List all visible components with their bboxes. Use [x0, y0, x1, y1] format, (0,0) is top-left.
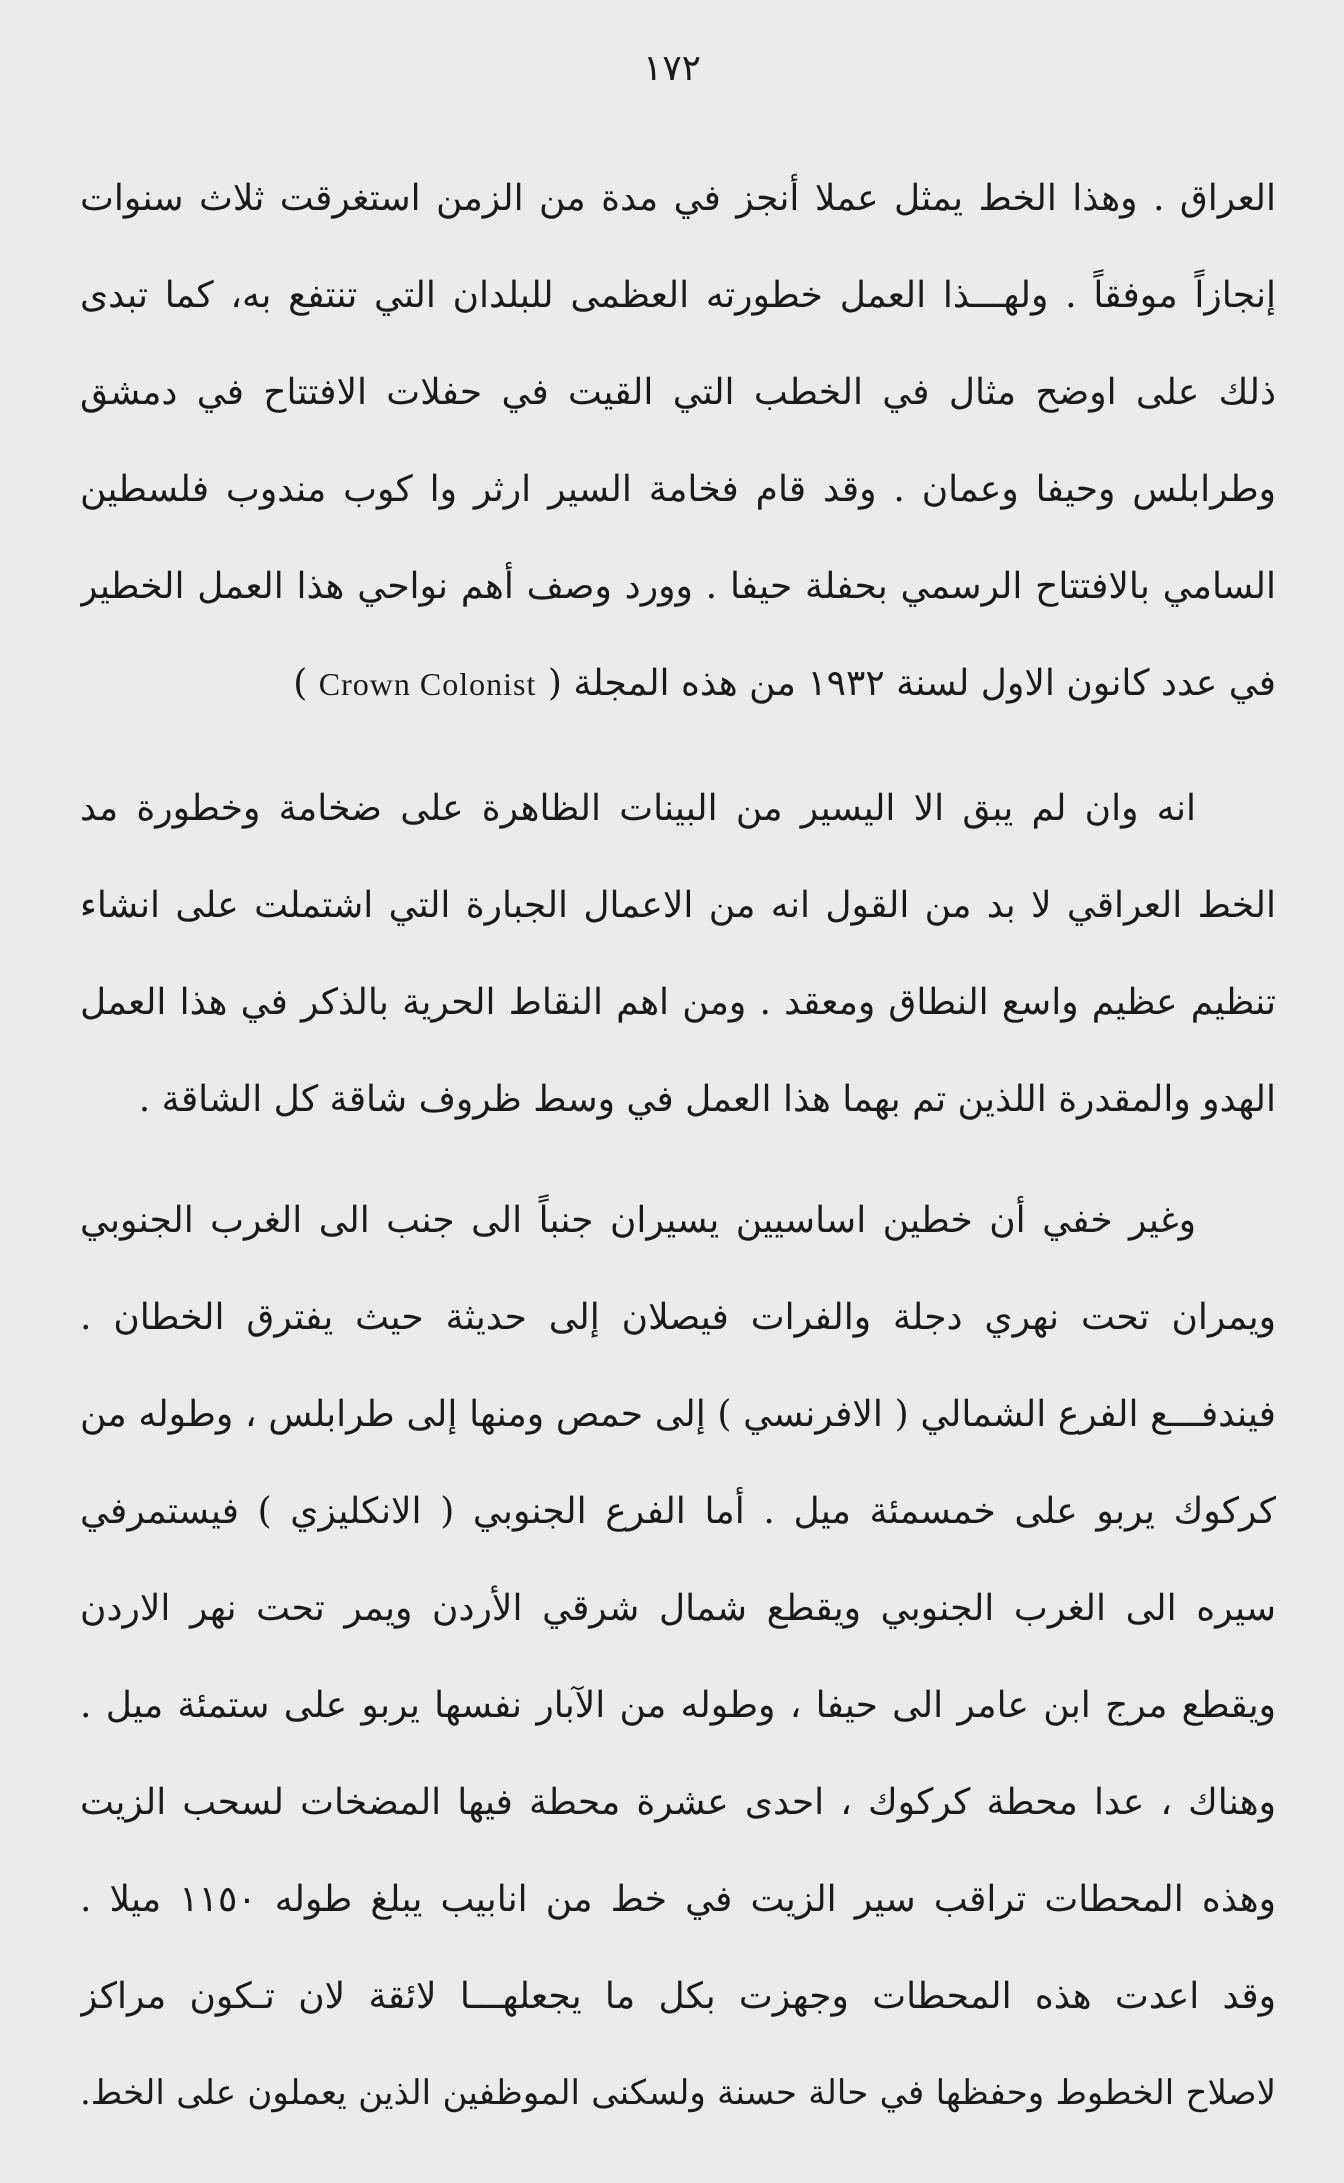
- text-line: إنجازاً موفقاً . ولهـــذا العمل خطورته العظمى للبلدان التي تنتفع به، كما تبدى: [80, 275, 1276, 316]
- text-line: انه وان لم يبق الا اليسير من البينات الظاهرة على ضخامة وخطورة مد: [80, 788, 1196, 829]
- text-line: فيندفـــع الفرع الشمالي ( الافرنسي ) إلى حمص ومنها إلى طرابلس ، وطوله من: [80, 1394, 1276, 1435]
- text-line: كركوك يربو على خمسمئة ميل . أما الفرع الجنوبي ( الانكليزي ) فيستمرفي: [80, 1491, 1276, 1532]
- paragraph-3: [80, 1172, 1276, 2142]
- text-segment: في عدد كانون الاول لسنة ١٩٣٢ من هذه المجلة (: [547, 663, 1276, 704]
- closing-paren: ): [293, 663, 308, 704]
- text-line: وهذه المحطات تراقب سير الزيت في خط من انابيب يبلغ طوله ١١٥٠ ميلا .: [80, 1879, 1276, 1920]
- text-line: ذلك على اوضح مثال في الخطب التي القيت في حفلات الافتتاح في دمشق: [80, 372, 1276, 413]
- text-line: الخط العراقي لا بد من القول انه من الاعمال الجبارة التي اشتملت على انشاء: [80, 885, 1276, 926]
- text-line: سيره الى الغرب الجنوبي ويقطع شمال شرقي الأردن ويمر تحت نهر الاردن: [80, 1588, 1276, 1629]
- text-line: وقد اعدت هذه المحطات وجهزت بكل ما يجعلهـــا لائقة لان تـكون مراكز: [80, 1976, 1276, 2017]
- latin-title: Crown Colonist: [318, 666, 537, 702]
- page-number: ١٧٢: [642, 48, 701, 89]
- text-line: تنظيم عظيم واسع النطاق ومعقد . ومن اهم النقاط الحرية بالذكر في هذا العمل: [80, 982, 1276, 1023]
- paragraph-1: [80, 150, 1276, 732]
- text-line: وغير خفي أن خطين اساسيين يسيران جنباً الى جنب الى الغرب الجنوبي: [80, 1200, 1196, 1241]
- text-line: الهدو والمقدرة اللذين تم بهما هذا العمل في وسط ظروف شاقة كل الشاقة .: [138, 1079, 1276, 1120]
- paragraph-2: [80, 760, 1276, 1148]
- text-line: ويقطع مرج ابن عامر الى حيفا ، وطوله من الآبار نفسها يربو على ستمئة ميل .: [80, 1685, 1276, 1726]
- text-line: السامي بالافتتاح الرسمي بحفلة حيفا . وورد وصف أهم نواحي هذا العمل الخطير: [80, 566, 1276, 607]
- text-line: وهناك ، عدا محطة كركوك ، احدى عشرة محطة فيها المضخات لسحب الزيت: [80, 1782, 1276, 1823]
- text-line: ويمران تحت نهري دجلة والفرات فيصلان إلى حديثة حيث يفترق الخطان .: [80, 1297, 1276, 1338]
- text-line: وطرابلس وحيفا وعمان . وقد قام فخامة السير ارثر وا كوب مندوب فلسطين: [80, 469, 1276, 510]
- text-line: لاصلاح الخطوط وحفظها في حالة حسنة ولسكنى الموظفين الذين يعملون على الخط.: [80, 2073, 1276, 2113]
- text-line-with-latin: [80, 635, 1276, 732]
- text-line: العراق . وهذا الخط يمثل عملا أنجز في مدة من الزمن استغرقت ثلاث سنوات: [80, 178, 1276, 219]
